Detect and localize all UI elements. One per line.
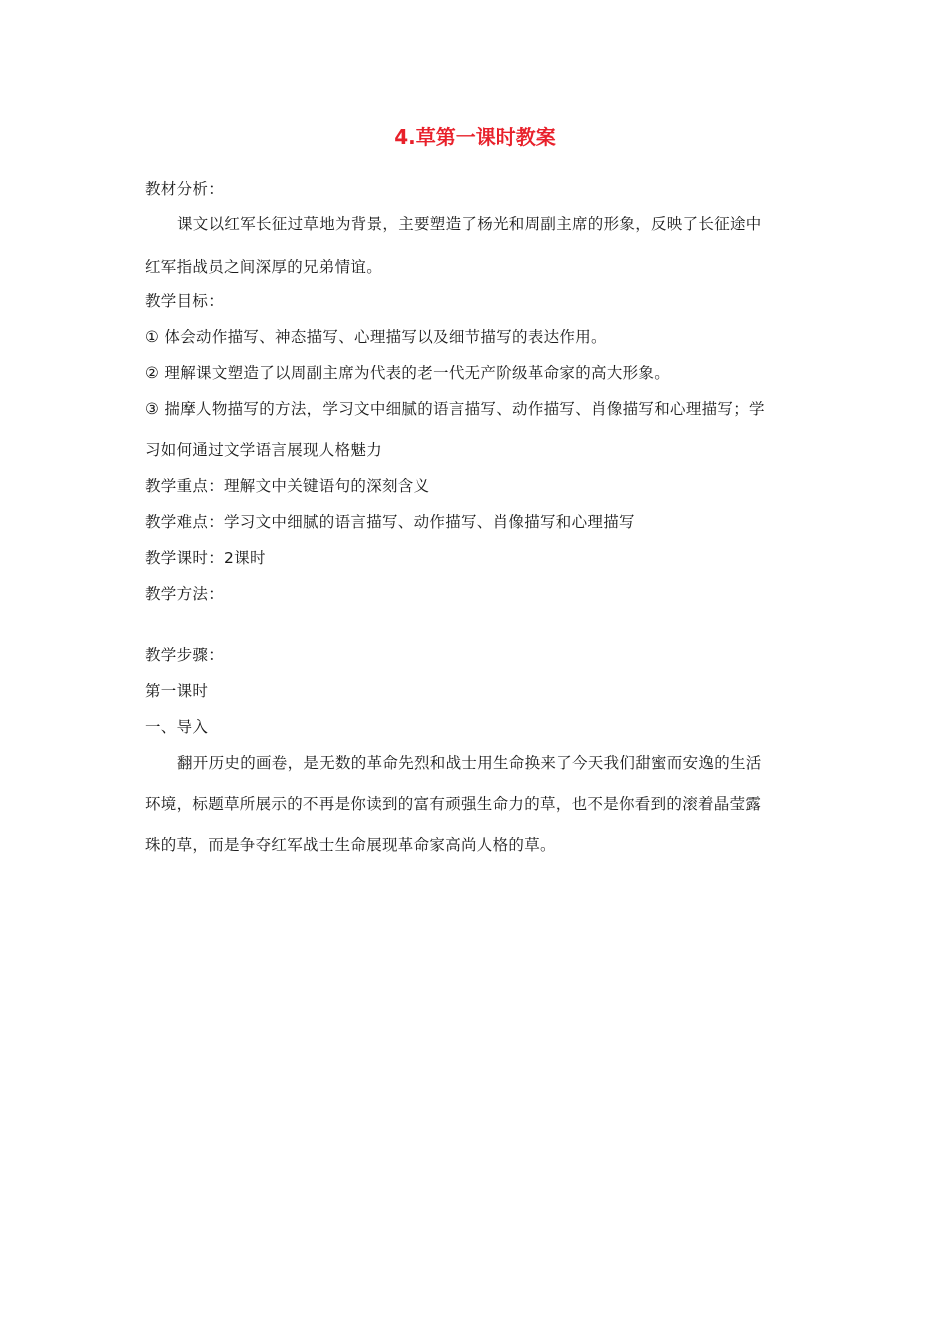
- difficulty: 教学难点：学习文中细腻的语言描写、动作描写、肖像描写和心理描写: [145, 513, 635, 531]
- goals-label: 教学目标：: [145, 292, 225, 310]
- teaching-method: 教学方法：: [145, 585, 225, 603]
- goal-item-3-line-1: ③ 揣摩人物描写的方法，学习文中细腻的语言描写、动作描写、肖像描写和心理描写；学: [145, 400, 765, 418]
- teaching-hours: 教学课时：2课时: [145, 549, 266, 567]
- goal-item-2: ② 理解课文塑造了以周副主席为代表的老一代无产阶级革命家的高大形象。: [145, 364, 671, 382]
- lesson-one-heading: 第一课时: [145, 682, 209, 700]
- analysis-label: 教材分析：: [145, 180, 225, 198]
- intro-paragraph-line-2: 环境，标题草所展示的不再是你读到的富有顽强生命力的草，也不是你看到的滚着晶莹露: [145, 795, 762, 813]
- analysis-paragraph-line-1: 课文以红军长征过草地为背景，主要塑造了杨光和周副主席的形象，反映了长征途中: [177, 215, 762, 233]
- teaching-steps-label: 教学步骤：: [145, 646, 225, 664]
- key-point: 教学重点：理解文中关键语句的深刻含义: [145, 477, 430, 495]
- document-title: 4.草第一课时教案: [394, 125, 556, 149]
- goal-item-3-line-2: 习如何通过文学语言展现人格魅力: [145, 441, 383, 459]
- intro-heading: 一、导入: [145, 718, 209, 736]
- goal-item-1: ① 体会动作描写、神态描写、心理描写以及细节描写的表达作用。: [145, 328, 607, 346]
- intro-paragraph-line-1: 翻开历史的画卷，是无数的革命先烈和战士用生命换来了今天我们甜蜜而安逸的生活: [177, 754, 762, 772]
- analysis-paragraph-line-2: 红军指战员之间深厚的兄弟情谊。: [145, 258, 383, 276]
- intro-paragraph-line-3: 珠的草，而是争夺红军战士生命展现革命家高尚人格的草。: [145, 836, 556, 854]
